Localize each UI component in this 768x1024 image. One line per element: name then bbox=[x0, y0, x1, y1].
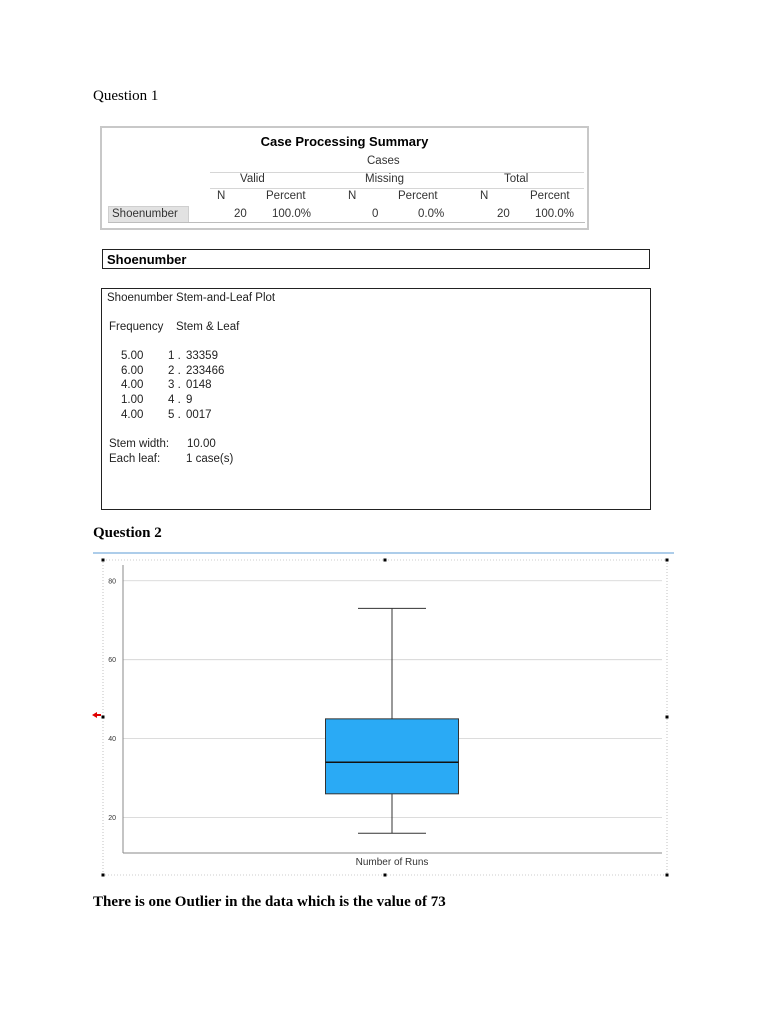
shoenumber-header: Shoenumber bbox=[102, 249, 650, 269]
resize-handle[interactable] bbox=[666, 874, 669, 877]
missing-percent-header: Percent bbox=[398, 190, 438, 202]
stem-width-value: 10.00 bbox=[187, 438, 216, 450]
valid-percent-value: 100.0% bbox=[272, 208, 312, 220]
red-arrow-icon bbox=[92, 712, 101, 718]
selection-frame[interactable] bbox=[103, 560, 667, 875]
valid-n-header: N bbox=[217, 190, 226, 202]
valid-header: Valid bbox=[240, 173, 265, 185]
total-percent-value: 100.0% bbox=[535, 208, 575, 220]
stem-leaf-title: Shoenumber Stem-and-Leaf Plot bbox=[107, 292, 276, 304]
box-plot-svg bbox=[0, 545, 768, 885]
y-tick-label: 60 bbox=[108, 657, 116, 665]
resize-handle[interactable] bbox=[384, 559, 387, 562]
row-stem: 3 . bbox=[168, 379, 181, 391]
valid-n-value: 20 bbox=[234, 208, 247, 220]
interquartile-box bbox=[326, 719, 459, 794]
y-tick-label: 40 bbox=[108, 736, 116, 744]
row-leaf: 33359 bbox=[186, 350, 218, 362]
row-stem: 2 . bbox=[168, 365, 181, 377]
resize-handle[interactable] bbox=[666, 716, 669, 719]
missing-n-value: 0 bbox=[372, 208, 379, 220]
row-freq: 4.00 bbox=[121, 409, 144, 421]
case-processing-summary-table bbox=[100, 126, 589, 230]
y-tick-label: 80 bbox=[108, 578, 116, 586]
resize-handle[interactable] bbox=[666, 559, 669, 562]
missing-header: Missing bbox=[365, 173, 404, 185]
conclusion-text: There is one Outlier in the data which is the value of 73 bbox=[93, 894, 446, 910]
row-stem: 1 . bbox=[168, 350, 181, 362]
missing-n-header: N bbox=[348, 190, 357, 202]
row-stem: 4 . bbox=[168, 394, 181, 406]
total-percent-header: Percent bbox=[530, 190, 570, 202]
frequency-header: Frequency bbox=[109, 321, 164, 333]
valid-percent-header: Percent bbox=[266, 190, 306, 202]
x-axis-label: Number of Runs bbox=[355, 857, 429, 868]
cases-header: Cases bbox=[367, 155, 400, 167]
missing-percent-value: 0.0% bbox=[418, 208, 445, 220]
row-leaf: 0017 bbox=[186, 409, 212, 421]
row-stem: 5 . bbox=[168, 409, 181, 421]
selection-handles[interactable] bbox=[102, 559, 669, 877]
resize-handle[interactable] bbox=[102, 559, 105, 562]
total-header: Total bbox=[504, 173, 529, 185]
stem-leaf-plot-box bbox=[101, 288, 651, 510]
question-1-heading: Question 1 bbox=[93, 88, 159, 104]
stem-width-label: Stem width: bbox=[109, 438, 170, 450]
row-freq: 6.00 bbox=[121, 365, 144, 377]
row-leaf: 0148 bbox=[186, 379, 212, 391]
row-freq: 4.00 bbox=[121, 379, 144, 391]
box-plot-chart bbox=[0, 545, 768, 885]
row-leaf: 233466 bbox=[186, 365, 225, 377]
question-2-heading: Question 2 bbox=[93, 525, 162, 541]
row-leaf: 9 bbox=[186, 394, 193, 406]
row-freq: 1.00 bbox=[121, 394, 144, 406]
y-tick-label: 20 bbox=[108, 814, 116, 822]
row-freq: 5.00 bbox=[121, 350, 144, 362]
each-leaf-value: 1 case(s) bbox=[186, 453, 234, 465]
resize-handle[interactable] bbox=[384, 874, 387, 877]
resize-handle[interactable] bbox=[102, 874, 105, 877]
resize-handle[interactable] bbox=[102, 716, 105, 719]
each-leaf-label: Each leaf: bbox=[109, 453, 161, 465]
total-n-header: N bbox=[480, 190, 489, 202]
table-title: Case Processing Summary bbox=[260, 134, 429, 149]
stem-leaf-header: Stem & Leaf bbox=[176, 321, 240, 333]
total-n-value: 20 bbox=[497, 208, 510, 220]
row-label: Shoenumber bbox=[112, 208, 178, 220]
